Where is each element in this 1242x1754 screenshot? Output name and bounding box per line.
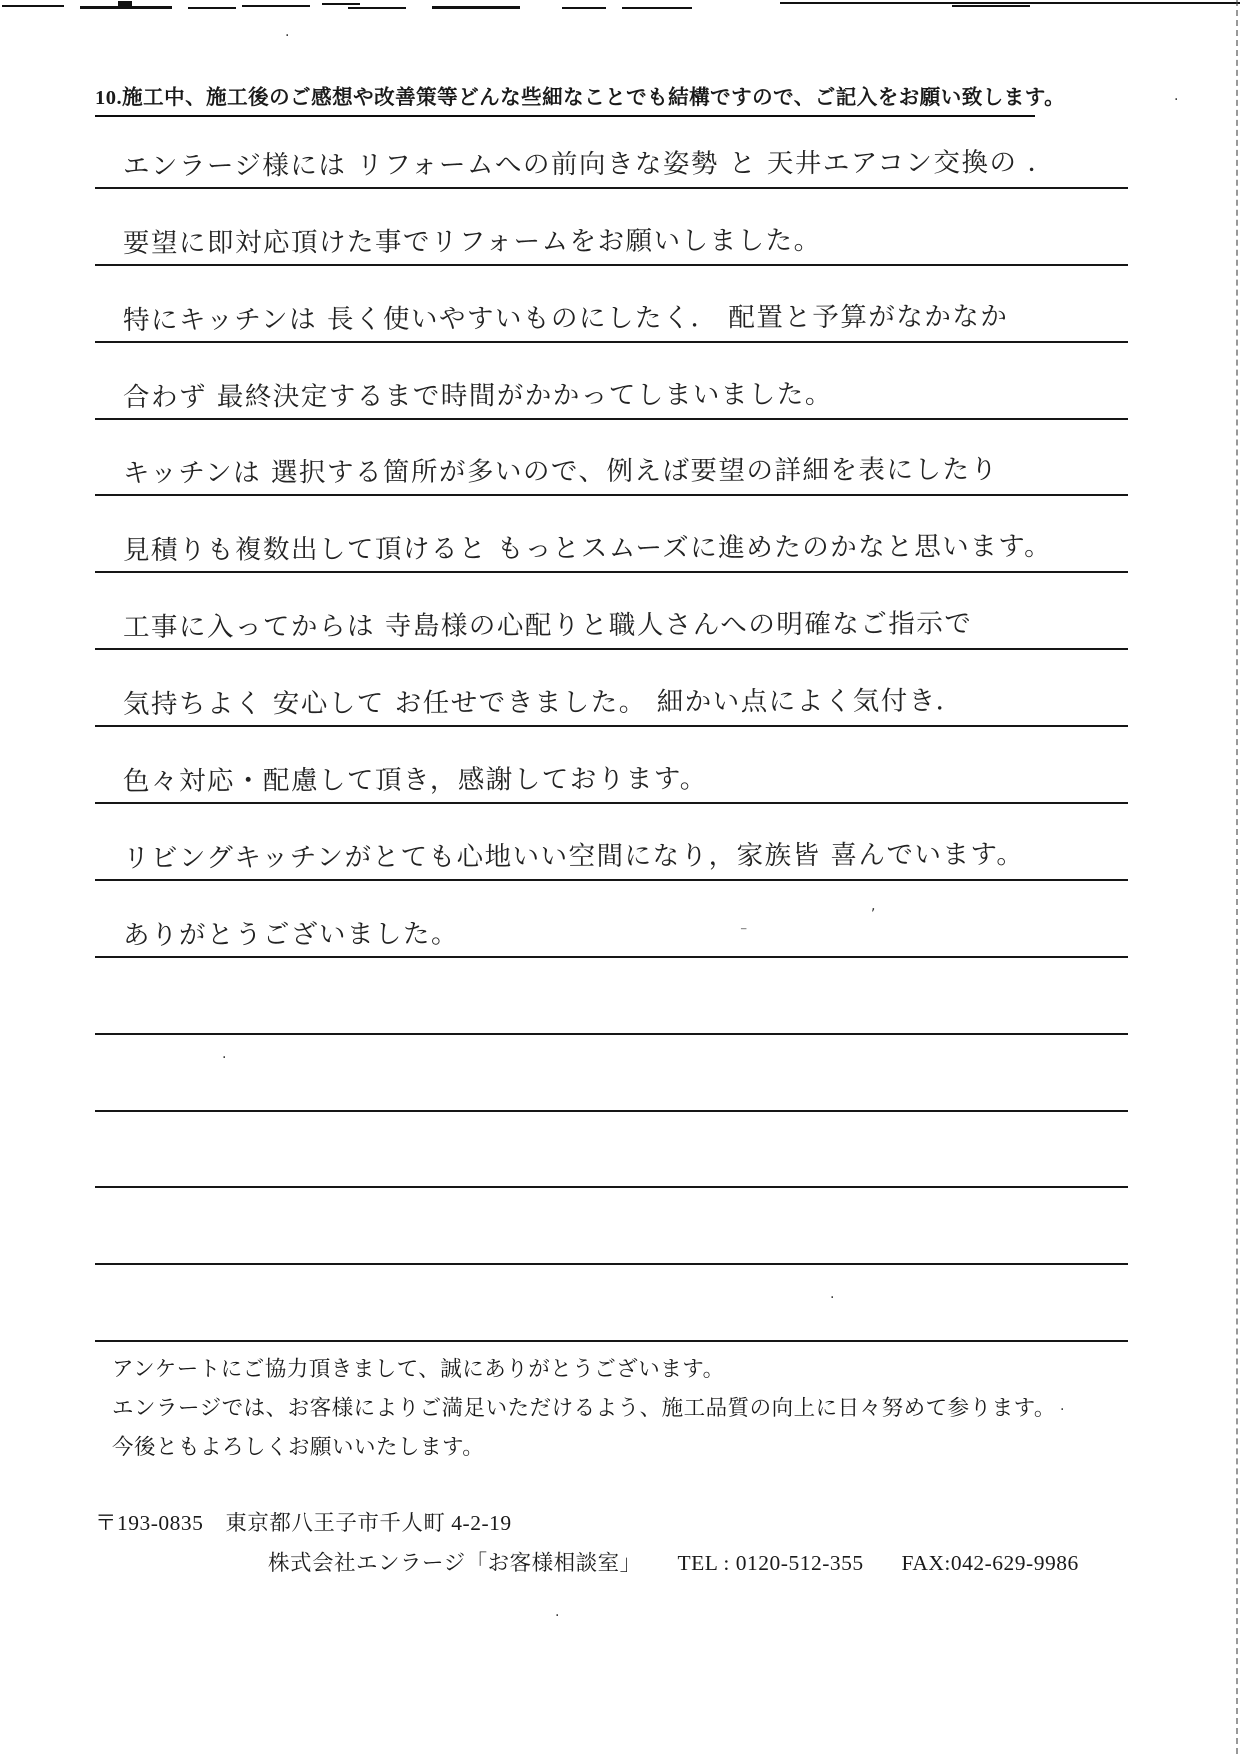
scan-speck: · — [830, 1290, 835, 1306]
handwritten-text: ありがとうございました。 — [122, 918, 459, 951]
scan-artifact — [242, 5, 310, 7]
scan-artifact — [188, 7, 236, 9]
company-name: 株式会社エンラージ「お客様相談室」 — [268, 1551, 642, 1575]
scan-artifact — [80, 6, 172, 9]
telephone-number: TEL : 0120-512-355 — [677, 1551, 864, 1575]
scan-speck: · — [555, 1608, 560, 1624]
scan-speck: · — [1060, 1402, 1065, 1418]
handwritten-text: 要望に即対応頂けた事でリフォームをお願いしました。 — [122, 224, 822, 259]
scan-artifact — [322, 3, 360, 5]
response-line — [95, 650, 1128, 727]
scan-artifact — [780, 2, 1240, 4]
response-line — [95, 958, 1128, 1035]
handwritten-text: 見積りも複数出して頂けると もっとスムーズに進めたのかなと思います。 — [122, 531, 1053, 567]
question-heading: 10.施工中、施工後のご感想や改善策等どんな些細なことでも結構ですので、ご記入をお願い致します。 — [95, 80, 1035, 117]
scan-artifact — [118, 1, 132, 6]
scan-artifact — [952, 5, 1030, 7]
response-line — [95, 881, 1128, 958]
response-line — [95, 343, 1128, 420]
scan-speck: · — [222, 1050, 227, 1066]
fax-number: FAX:042-629-9986 — [901, 1551, 1079, 1575]
response-line — [95, 112, 1128, 189]
scan-speck: · — [1174, 92, 1179, 108]
response-lines — [95, 112, 1128, 1342]
scan-artifact — [562, 7, 606, 9]
response-line — [95, 727, 1128, 804]
handwritten-text: リビングキッチンがとても心地いい空間になり，家族皆 喜んでいます。 — [122, 838, 1025, 874]
scan-artifact — [622, 7, 692, 9]
response-line — [95, 189, 1128, 266]
response-line — [95, 1265, 1128, 1342]
closing-line: エンラージでは、お客様によりご満足いただけるよう、施工品質の向上に日々努めて参ります。 — [112, 1396, 1056, 1420]
handwritten-text: 色々対応・配慮して頂き，感謝しております。 — [122, 763, 708, 798]
handwritten-text: 気持ちよく 安心して お任せできました。 細かい点によく気付き． — [122, 685, 964, 721]
scan-artifact — [348, 7, 406, 9]
scan-artifact — [432, 6, 520, 9]
scan-artifact-right-edge — [1236, 0, 1238, 1754]
closing-paragraph — [112, 1350, 1056, 1467]
handwritten-text: 工事に入ってからは 寺島様の心配りと職人さんへの明確なご指示で — [122, 608, 973, 644]
handwritten-text: 特にキッチンは 長く使いやすいものにしたく． 配置と予算がなかなか — [122, 300, 1009, 336]
handwritten-text: エンラージ様には リフォームへの前向きな姿勢 と 天井エアコン交換の ． — [122, 146, 1056, 182]
response-line — [95, 496, 1128, 573]
handwritten-text: キッチンは 選択する箇所が多いので、例えば要望の詳細を表にしたり — [122, 454, 999, 490]
response-line — [95, 266, 1128, 343]
response-line — [95, 804, 1128, 881]
company-contact-line — [268, 1546, 1079, 1577]
closing-line: アンケートにご協力頂きまして、誠にありがとうございます。 — [112, 1357, 725, 1381]
response-line — [95, 1035, 1128, 1112]
scan-speck: , — [871, 898, 876, 914]
response-line — [95, 1188, 1128, 1265]
scan-speck: · — [285, 28, 290, 44]
postal-address: 〒193-0835 東京都八王子市千人町 4-2-19 — [95, 1511, 512, 1535]
closing-line: 今後ともよろしくお願いいたします。 — [112, 1435, 485, 1459]
handwritten-text: 合わず 最終決定するまで時間がかかってしまいました。 — [122, 378, 833, 413]
response-line — [95, 1112, 1128, 1189]
scan-speck: ⁻ — [740, 924, 748, 940]
response-line — [95, 573, 1128, 650]
scan-artifact — [2, 5, 64, 7]
response-line — [95, 420, 1128, 497]
